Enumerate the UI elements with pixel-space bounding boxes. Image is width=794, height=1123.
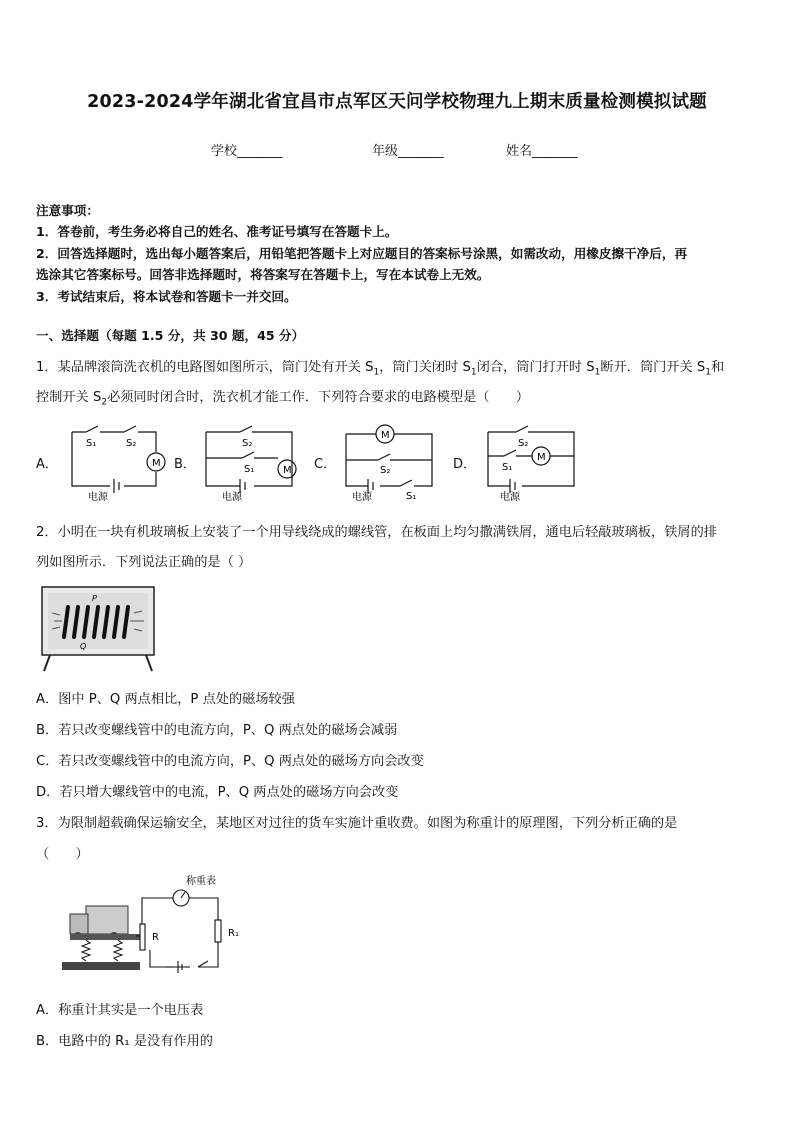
- motor-label: M: [381, 430, 390, 441]
- motor-label: M: [537, 452, 546, 463]
- q1-option-a-label: A．: [36, 457, 58, 472]
- q3-option-a: A．称重计其实是一个电压表: [36, 1003, 204, 1018]
- point-p-label: P: [92, 594, 97, 603]
- school-field: 学校_______: [211, 144, 283, 159]
- switch-s1-label: S₁: [406, 491, 417, 502]
- switch-s2-label: S₂: [380, 465, 391, 476]
- power-label: 电源: [222, 492, 242, 502]
- q1-option-b-label: B．: [174, 457, 196, 472]
- name-field: 姓名_______: [506, 144, 578, 159]
- notice-item-3: 3．考试结束后，将本试卷和答题卡一并交回。: [36, 289, 297, 304]
- q3-weighing-figure: [58, 870, 248, 974]
- q1-stem-line1: 1．某品牌滚筒洗衣机的电路图如图所示，筒门处有开关 $S_1$，筒门关闭时 $S_1$闭合，筒门打开时 $S_1$断开．筒门开关 $S_1$和: [36, 360, 725, 378]
- q3-stem-line1: 3．为限制超载确保运输安全，某地区对过往的货车实施计重收费。如图为称重计的原理图，下列分析正确的是: [36, 816, 678, 831]
- switch-s2-label: S₂: [242, 438, 253, 449]
- power-label: 电源: [500, 492, 520, 502]
- notice-item-2-cont: 选涂其它答案标号。回答非选择题时，将答案写在答题卡上，写在本试卷上无效。: [36, 267, 490, 282]
- switch-s2-label: S₂: [518, 438, 529, 449]
- q1-circuit-b: [200, 424, 300, 502]
- resistor-r1-label: R₁: [228, 928, 239, 939]
- q1-circuit-d: [482, 424, 582, 502]
- q1-option-c-label: C．: [314, 457, 337, 472]
- switch-s1-label: S₁: [244, 464, 255, 475]
- grade-field: 年级_______: [372, 144, 444, 159]
- meter-label: 称重表: [186, 876, 216, 887]
- q1-option-d-label: D．: [453, 457, 477, 472]
- q1-circuit-c: [340, 424, 440, 502]
- switch-s1-label: S₁: [502, 462, 513, 473]
- q1-stem-line2: 控制开关 $S_2$必须同时闭合时，洗衣机才能工作．下列符合要求的电路模型是（ ）: [36, 390, 530, 408]
- q2-option-a: A．图中 P、Q 两点相比，P 点处的磁场较强: [36, 692, 295, 707]
- q1-circuit-a: [66, 424, 166, 502]
- resistor-r-label: R: [152, 932, 159, 943]
- switch-s2-label: S₂: [126, 438, 137, 449]
- motor-label: M: [152, 458, 161, 469]
- q2-option-d: D．若只增大螺线管中的电流，P、Q 两点处的磁场方向会改变: [36, 785, 399, 800]
- motor-label: M: [283, 465, 292, 476]
- switch-s1-label: S₁: [86, 438, 97, 449]
- notice-heading: 注意事项：: [36, 203, 99, 218]
- notice-item-1: 1．答卷前，考生务必将自己的姓名、准考证号填写在答题卡上。: [36, 224, 398, 239]
- q2-stem-line2: 列如图所示．下列说法正确的是（ ）: [36, 555, 252, 570]
- power-label: 电源: [352, 492, 372, 502]
- q2-stem-line1: 2．小明在一块有机玻璃板上安装了一个用导线绕成的螺线管，在板面上均匀撒满铁屑，通电后轻敲玻璃板，铁屑的排: [36, 525, 717, 540]
- point-q-label: Q: [80, 642, 87, 651]
- power-label: 电源: [88, 492, 108, 502]
- q2-solenoid-figure: [40, 585, 158, 673]
- q3-stem-line2: （ ）: [36, 847, 89, 862]
- q3-option-b: B．电路中的 R₁ 是没有作用的: [36, 1034, 213, 1049]
- section-heading: 一、选择题（每题 1.5 分，共 30 题，45 分）: [36, 328, 305, 343]
- q2-option-c: C．若只改变螺线管中的电流方向，P、Q 两点处的磁场方向会改变: [36, 754, 424, 769]
- q2-option-b: B．若只改变螺线管中的电流方向，P、Q 两点处的磁场会减弱: [36, 723, 398, 738]
- notice-item-2: 2．回答选择题时，选出每小题答案后，用铅笔把答题卡上对应题目的答案标号涂黑，如需改动，用橡皮擦干净后，再: [36, 246, 688, 261]
- page-title: 2023-2024学年湖北省宜昌市点军区天问学校物理九上期末质量检测模拟试题: [87, 92, 707, 112]
